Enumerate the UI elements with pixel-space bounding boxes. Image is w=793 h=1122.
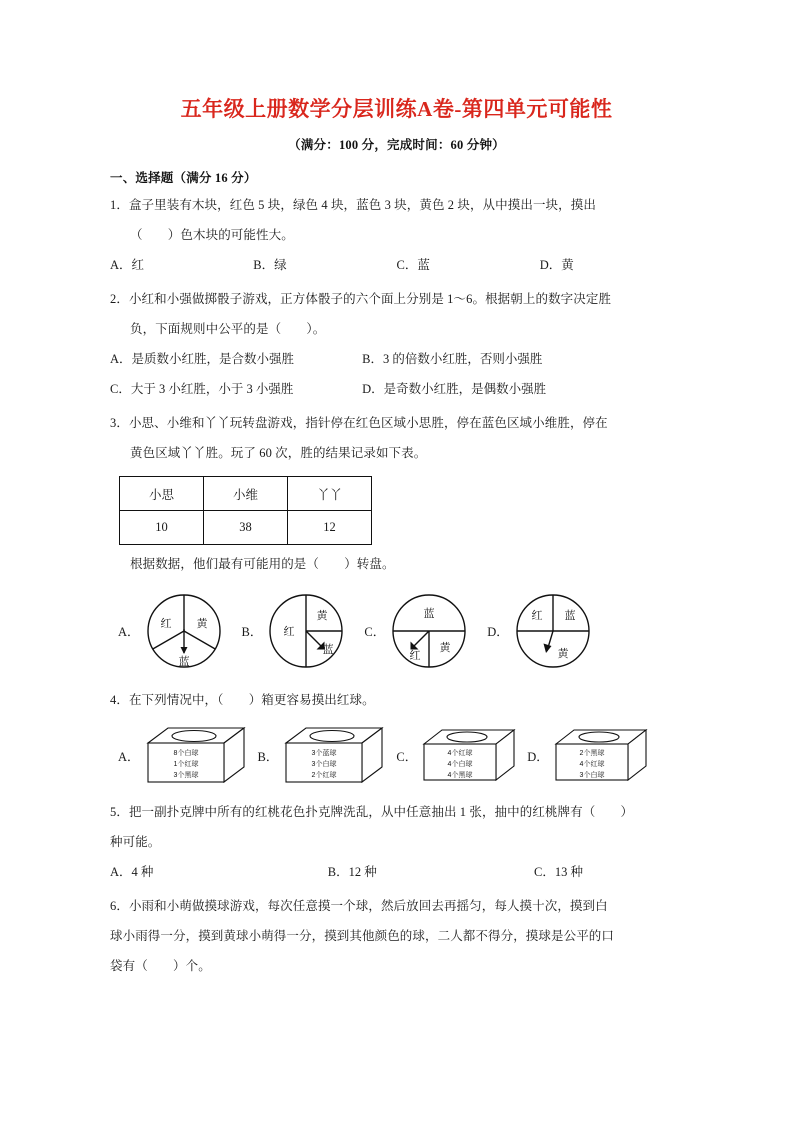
box-a-line-3: 3个黑球: [173, 772, 198, 780]
question-1-stem-line2: （ ）色木块的可能性大。: [130, 228, 294, 243]
spinner-d-region-2: 蓝: [564, 610, 576, 623]
box-b-line-3: 2个红球: [311, 772, 337, 780]
question-5-options: [110, 857, 683, 887]
question-3-stem-line2: 黄色区域丫丫胜。玩了 60 次，胜的结果记录如下表。: [130, 446, 427, 461]
spinner-option-c[interactable]: [364, 591, 469, 671]
option-5-b[interactable]: B．12 种: [327, 865, 377, 880]
spinner-a-region-1: 红: [160, 618, 172, 631]
box-c-line-3: 4个黑球: [447, 772, 473, 780]
table-value-cell-1: 10: [120, 511, 204, 545]
option-1-c[interactable]: C．蓝: [396, 258, 430, 273]
spinner-b-region-1: 红: [283, 626, 295, 639]
spinner-a-region-2: 黄: [196, 618, 208, 631]
tally-table: [119, 476, 372, 545]
option-2-a[interactable]: A．是质数小红胜，是合数小强胜: [110, 352, 295, 367]
question-6-stem: 6．小雨和小萌做摸球游戏，每次任意摸一个球，然后放回去再摇匀，每人摸十次，摸到白: [110, 899, 608, 914]
spinner-c-diagram: [389, 591, 469, 671]
box-a-label: A．: [118, 750, 140, 765]
box-a-line-1: 8个白球: [173, 750, 198, 758]
spinner-c-label: C．: [364, 625, 386, 640]
spinner-a-diagram: [144, 591, 224, 671]
page-subtitle: （满分：100 分，完成时间：60 分钟）: [288, 138, 505, 153]
spinner-option-b[interactable]: [242, 591, 347, 671]
option-5-c[interactable]: C．13 种: [534, 865, 583, 880]
question-2-stem-line2: 负，下面规则中公平的是（ ）。: [130, 322, 326, 337]
box-option-b[interactable]: [258, 725, 389, 787]
spinner-d-diagram: [513, 591, 593, 671]
option-1-d[interactable]: D．黄: [539, 258, 574, 273]
page-title: 五年级上册数学分层训练A卷-第四单元可能性: [180, 97, 613, 121]
spinner-d-region-3: 黄: [557, 648, 569, 661]
box-d-line-3: 3个白球: [579, 772, 605, 780]
box-option-d[interactable]: [527, 727, 651, 785]
table-header-cell-3: 丫丫: [288, 477, 372, 511]
spinner-option-a[interactable]: [118, 591, 224, 671]
box-b-label: B．: [257, 750, 279, 765]
box-option-c[interactable]: [396, 727, 519, 785]
box-d-line-1: 2个黑球: [579, 750, 605, 758]
table-row-values: [120, 511, 372, 545]
spinner-b-region-3: 蓝: [322, 644, 334, 657]
question-4-box-options: [110, 725, 683, 787]
option-2-d[interactable]: D．是奇数小红胜，是偶数小强胜: [362, 382, 547, 397]
box-d-label: D．: [527, 750, 549, 765]
question-3-stem-line3: 根据数据，他们最有可能用的是（ ）转盘。: [130, 557, 395, 572]
box-d-line-2: 4个红球: [579, 761, 605, 769]
box-b-diagram: [280, 725, 388, 787]
question-2-stem: 2．小红和小强做掷骰子游戏，正方体骰子的六个面上分别是 1～6。根据朝上的数字决定胜: [110, 292, 612, 307]
table-row-headers: [120, 477, 372, 511]
spinner-d-label: D．: [487, 625, 509, 640]
spinner-b-region-2: 黄: [316, 610, 328, 623]
spinner-b-label: B．: [241, 625, 263, 640]
box-a-diagram: [142, 725, 250, 787]
question-6-stem-line3: 袋有（ ）个。: [110, 959, 211, 974]
spinner-b-diagram: [266, 591, 346, 671]
option-2-b[interactable]: B．3 的倍数小红胜，否则小强胜: [362, 352, 543, 367]
spinner-d-region-1: 红: [531, 610, 543, 623]
spinner-c-region-2: 红: [409, 650, 421, 663]
box-c-diagram: [419, 727, 519, 785]
section-heading: 一、选择题（满分 16 分）: [110, 171, 257, 186]
question-3-spinner-options: [110, 591, 683, 671]
table-value-cell-3: 12: [288, 511, 372, 545]
question-4-stem: 4．在下列情况中，（ ）箱更容易摸出红球。: [110, 693, 375, 708]
option-1-a[interactable]: A．红: [110, 258, 145, 273]
box-c-line-1: 4个红球: [447, 750, 473, 758]
table-header-cell-2: 小维: [204, 477, 288, 511]
question-6-stem-line2: 球小雨得一分，摸到黄球小萌得一分，摸到其他颜色的球，二人都不得分，摸球是公平的口: [110, 929, 615, 944]
question-1-options: [110, 250, 683, 280]
option-5-a[interactable]: A．4 种: [110, 865, 154, 880]
box-a-line-2: 1个红球: [173, 761, 198, 769]
question-2-options-row1: [110, 344, 683, 374]
table-header-cell-1: 小思: [120, 477, 204, 511]
spinner-a-label: A．: [118, 625, 140, 640]
box-b-line-2: 3个白球: [311, 761, 337, 769]
question-3-stem: 3．小思、小维和丫丫玩转盘游戏，指针停在红色区域小思胜，停在蓝色区域小维胜，停在: [110, 416, 608, 431]
box-d-diagram: [551, 727, 651, 785]
option-2-c[interactable]: C．大于 3 小红胜，小于 3 小强胜: [110, 382, 294, 397]
box-option-a[interactable]: [118, 725, 250, 787]
spinner-a-region-3: 蓝: [178, 656, 190, 669]
spinner-c-region-3: 黄: [439, 642, 451, 655]
question-5-stem-line2: 种可能。: [110, 835, 161, 850]
question-2-options-row2: [110, 374, 683, 404]
question-5-stem: 5．把一副扑克牌中所有的红桃花色扑克牌洗乱，从中任意抽出 1 张，抽中的红桃牌有（ ）: [110, 805, 634, 820]
question-1-stem: 1．盒子里装有木块，红色 5 块，绿色 4 块，蓝色 3 块，黄色 2 块，从中摸出一块，摸出: [110, 198, 596, 213]
table-value-cell-2: 38: [204, 511, 288, 545]
box-c-label: C．: [396, 750, 418, 765]
spinner-c-region-1: 蓝: [423, 608, 435, 621]
option-1-b[interactable]: B．绿: [253, 258, 287, 273]
spinner-option-d[interactable]: [487, 591, 593, 671]
box-c-line-2: 4个白球: [447, 761, 473, 769]
box-b-line-1: 3个蓝球: [311, 750, 337, 758]
